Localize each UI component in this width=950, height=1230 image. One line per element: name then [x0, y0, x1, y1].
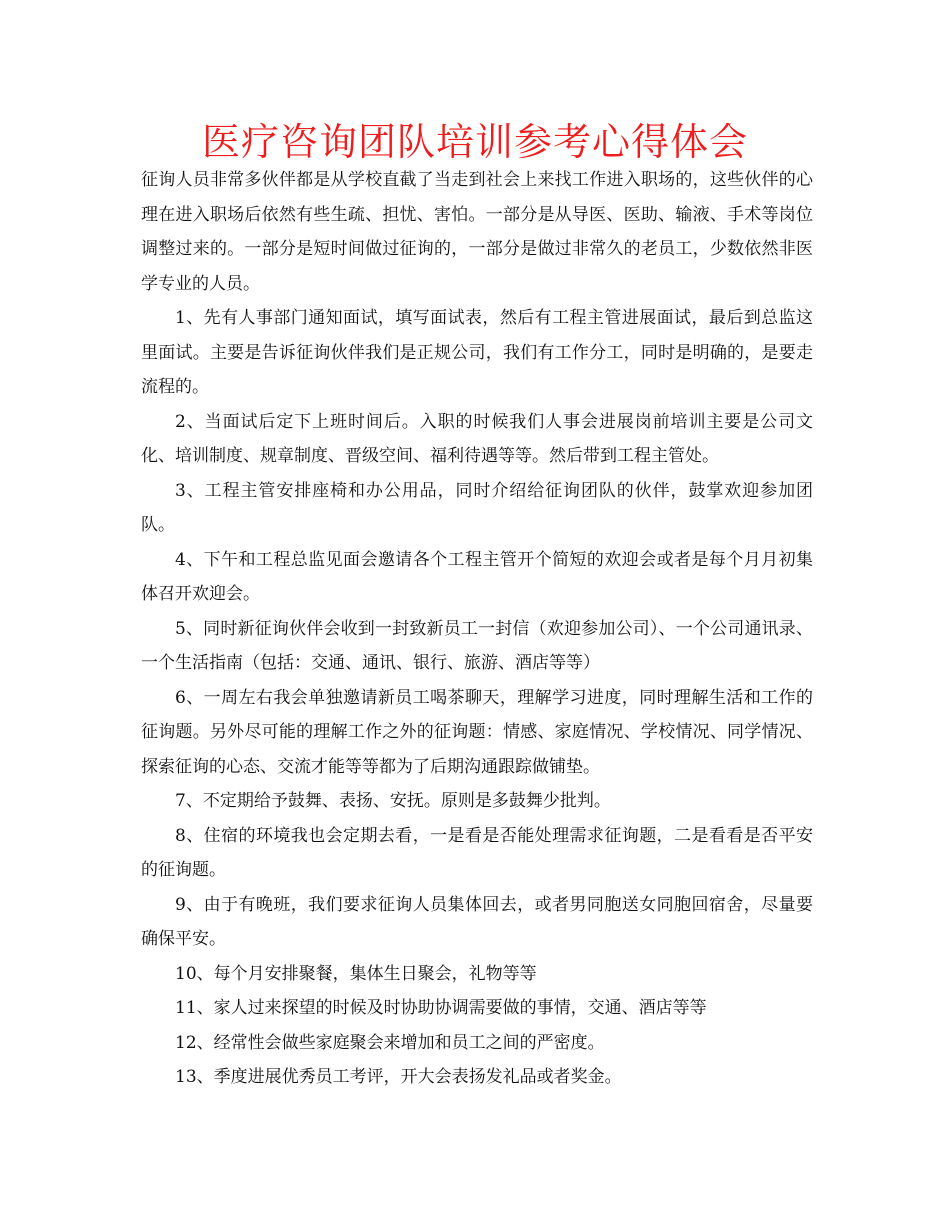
list-item: 4、下午和工程总监见面会邀请各个工程主管开个简短的欢迎会或者是每个月月初集体召开欢迎会。	[141, 549, 813, 604]
list-item: 6、一周左右我会单独邀请新员工喝茶聊天，理解学习进度，同时理解生活和工作的征询题。另外尽可能的理解工作之外的征询题：情感、家庭情况、学校情况、同学情况、探索征询的心态、交流才能等等都为了后期沟通跟踪做铺垫。	[141, 687, 813, 777]
list-item: 11、家人过来探望的时候及时协助协调需要做的事情，交通、酒店等等	[175, 998, 707, 1018]
document-body	[141, 163, 813, 1095]
list-item: 9、由于有晚班，我们要求征询人员集体回去，或者男同胞送女同胞回宿舍，尽量要确保平安。	[141, 894, 813, 949]
list-item: 2、当面试后定下上班时间后。入职的时候我们人事会进展岗前培训主要是公司文化、培训制度、规章制度、晋级空间、福利待遇等等。然后带到工程主管处。	[141, 411, 813, 466]
list-item: 3、工程主管安排座椅和办公用品，同时介绍给征询团队的伙伴，鼓掌欢迎参加团队。	[141, 480, 813, 535]
document-title: 医疗咨询团队培训参考心得体会	[201, 120, 748, 164]
list-item: 7、不定期给予鼓舞、表扬、安抚。原则是多鼓舞少批判。	[175, 791, 611, 811]
intro-paragraph: 征询人员非常多伙伴都是从学校直截了当走到社会上来找工作进入职场的，这些伙伴的心理在进入职场后依然有些生疏、担忧、害怕。一部分是从导医、医助、输液、手术等岗位调整过来的。一部分是短时间做过征询的，一部分是做过非常久的老员工，少数依然非医学专业的人员。	[141, 170, 813, 294]
list-item: 12、经常性会做些家庭聚会来增加和员工之间的严密度。	[175, 1032, 605, 1053]
list-item: 13、季度进展优秀员工考评，开大会表扬发礼品或者奖金。	[175, 1067, 622, 1087]
list-item: 5、同时新征询伙伴会收到一封致新员工一封信（欢迎参加公司）、一个公司通讯录、一个生活指南（包括：交通、通讯、银行、旅游、酒店等等）	[141, 618, 813, 673]
list-item: 10、每个月安排聚餐，集体生日聚会，礼物等等	[175, 963, 537, 984]
list-item: 8、住宿的环境我也会定期去看，一是看是否能处理需求征询题，二是看看是否平安的征询题。	[141, 825, 813, 880]
list-item: 1、先有人事部门通知面试，填写面试表，然后有工程主管进展面试，最后到总监这里面试。主要是告诉征询伙伴我们是正规公司，我们有工作分工，同时是明确的，是要走流程的。	[141, 308, 813, 397]
